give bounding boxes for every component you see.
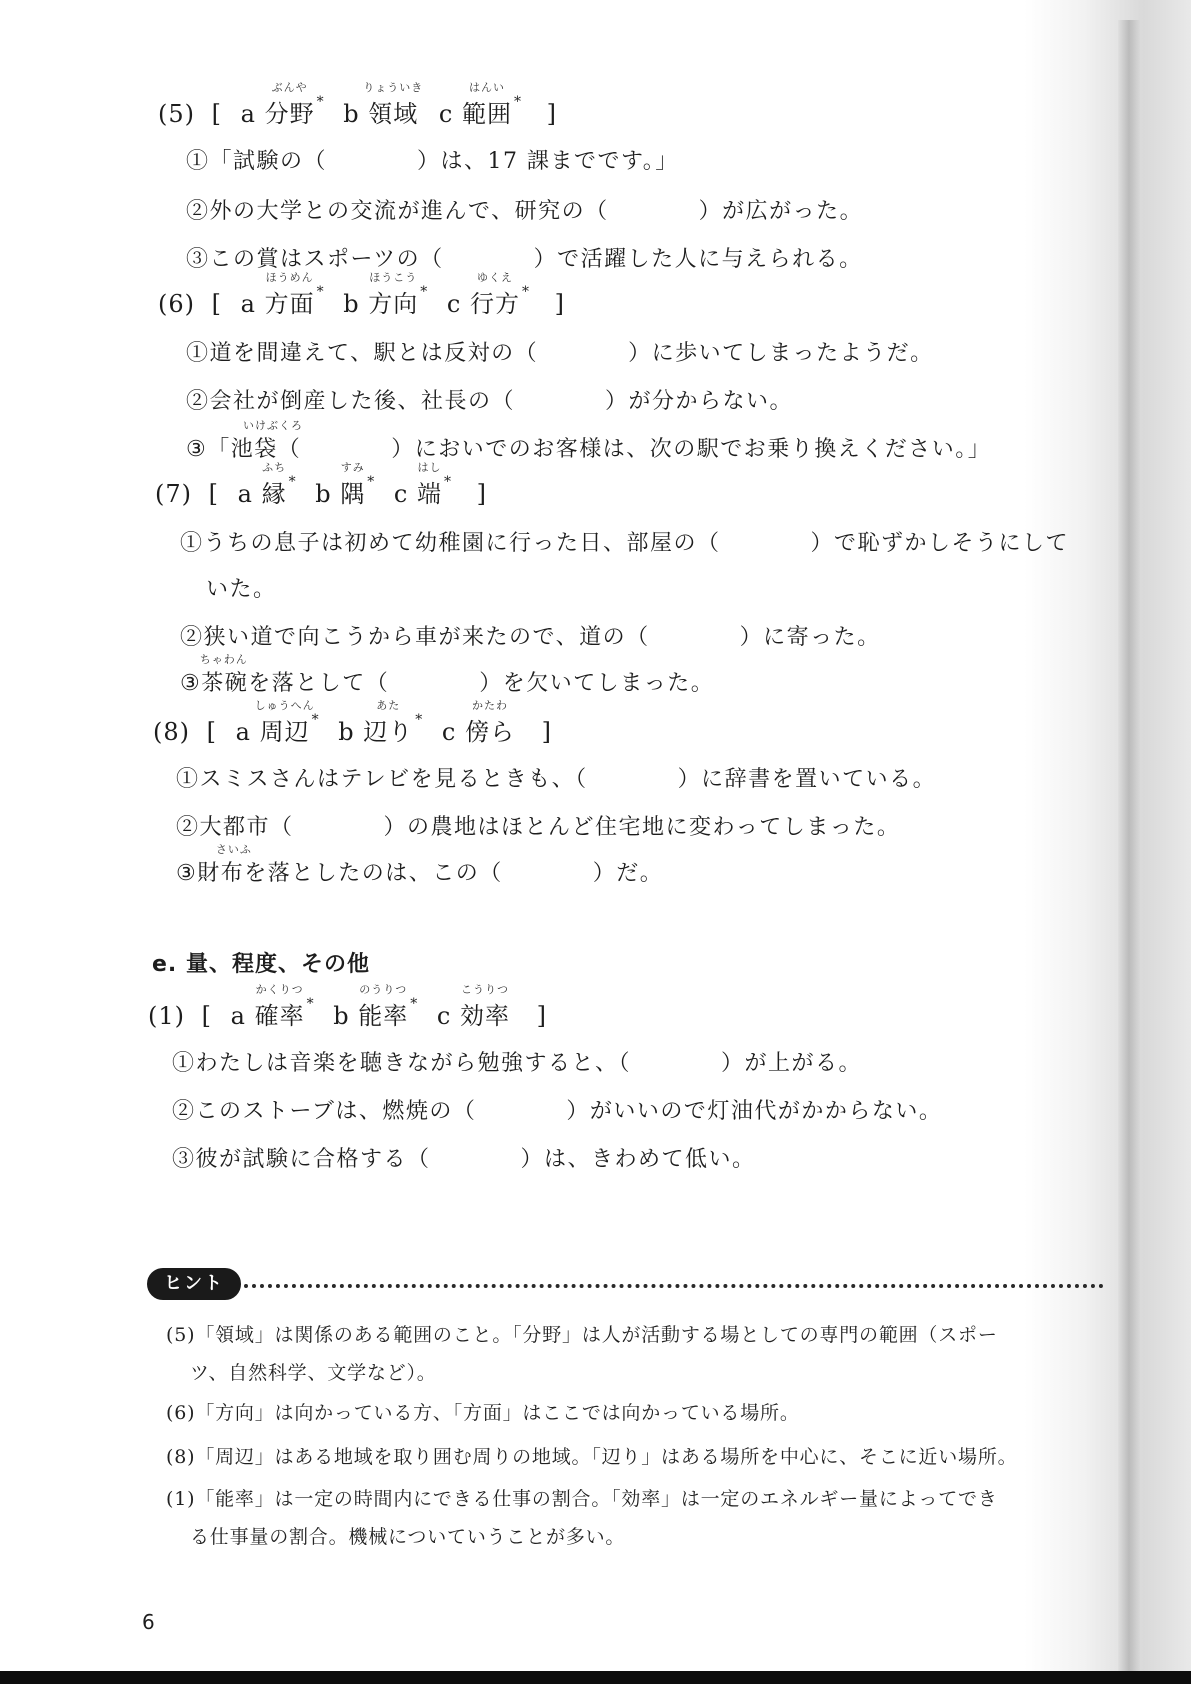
word-option bbox=[230, 983, 315, 1031]
sentence-after: ）が広がった。 bbox=[698, 199, 864, 224]
sentence-after: ）が分からない。 bbox=[605, 389, 794, 414]
word-letter: b bbox=[343, 290, 360, 318]
word-kanji bbox=[264, 271, 315, 319]
group-7-header bbox=[155, 461, 488, 509]
sentence-after: ）は、きわめて低い。 bbox=[520, 1147, 756, 1172]
sentence bbox=[186, 336, 934, 367]
sentence-before: 狭い道で向こうから車が来たので、道の（ bbox=[203, 625, 650, 650]
sentence-num: ③ bbox=[186, 437, 208, 462]
sentence-before: 茶碗を落として（ bbox=[201, 671, 390, 696]
word-letter: a bbox=[240, 290, 256, 318]
word-kanji bbox=[363, 699, 414, 747]
kanji-text: 範囲 bbox=[462, 100, 512, 128]
furigana: ほうめん bbox=[265, 271, 314, 284]
furigana: すみ bbox=[340, 461, 365, 474]
sentence-num: ② bbox=[186, 389, 210, 414]
sentence-after: ）においでのお客様は、次の駅でお乗り換えください。」 bbox=[391, 437, 992, 462]
group-number: (7) bbox=[155, 480, 192, 508]
word-option bbox=[338, 699, 424, 747]
star-mark: * bbox=[514, 94, 522, 110]
sentence bbox=[172, 1094, 942, 1125]
star-mark: * bbox=[522, 284, 530, 300]
furigana: かたわ bbox=[472, 699, 508, 712]
sentence-before: わたしは音楽を聴きながら勉強すると、（ bbox=[195, 1051, 632, 1076]
word-kanji bbox=[465, 699, 515, 747]
sentence bbox=[176, 810, 900, 841]
sentence-after: ）に歩いてしまったようだ。 bbox=[628, 341, 934, 366]
word-letter: c bbox=[446, 290, 462, 318]
group-number: (5) bbox=[158, 100, 195, 128]
sentence-num: ③ bbox=[176, 861, 198, 886]
sentence-before: 会社が倒産した後、社長の（ bbox=[209, 389, 516, 414]
furigana: ゆくえ bbox=[477, 271, 513, 284]
star-mark: * bbox=[420, 284, 429, 300]
word-option bbox=[240, 271, 325, 319]
word-letter: b bbox=[338, 718, 355, 746]
hint-line: (8)「周辺」はある地域を取り囲む周りの地域。「辺り」はある場所を中心に、そこに近い場所。 bbox=[166, 1446, 1018, 1468]
furigana: のうりつ bbox=[359, 983, 408, 996]
furigana: さいふ bbox=[215, 843, 252, 856]
sentence-after: ）が上がる。 bbox=[721, 1051, 863, 1076]
word-kanji bbox=[470, 271, 520, 319]
group-5-header bbox=[158, 81, 558, 129]
sentence-continuation bbox=[206, 572, 277, 603]
bracket-open: [ bbox=[208, 480, 220, 508]
hint-line: ツ、自然科学、文学など）。 bbox=[190, 1362, 437, 1384]
sentence bbox=[180, 620, 881, 651]
sentence-before: 大都市（ bbox=[199, 815, 294, 840]
word-option bbox=[333, 983, 419, 1031]
sentence-after: ）に辞書を置いている。 bbox=[677, 767, 937, 792]
sentence-after: ）がいいので灯油代がかからない。 bbox=[566, 1099, 943, 1124]
group-number: (6) bbox=[158, 290, 195, 318]
sentence-before: 財布を落としたのは、この（ bbox=[197, 861, 503, 886]
group-6-header bbox=[158, 271, 566, 319]
group-8-header bbox=[153, 699, 553, 747]
hint-dotted-rule bbox=[244, 1284, 1104, 1288]
furigana: ふち bbox=[262, 461, 287, 474]
kanji-text: 縁 bbox=[261, 480, 287, 508]
hint-item bbox=[166, 1484, 998, 1511]
word-option bbox=[436, 983, 512, 1031]
kanji-text: 隅 bbox=[340, 480, 366, 508]
furigana: ぶんや bbox=[271, 81, 308, 94]
furigana: こうりつ bbox=[461, 983, 509, 996]
bracket-open: [ bbox=[211, 290, 223, 318]
furigana: かくりつ bbox=[255, 983, 304, 996]
word-option bbox=[343, 81, 424, 129]
kanji-text: 確率 bbox=[254, 1002, 305, 1030]
hint-line: (6)「方向」は向かっている方、「方面」はここでは向かっている場所。 bbox=[166, 1402, 800, 1424]
sentence-before: このストーブは、燃焼の（ bbox=[195, 1099, 477, 1124]
section-heading: e. 量、程度、その他 bbox=[152, 952, 370, 977]
word-kanji bbox=[462, 81, 512, 129]
word-letter: b bbox=[333, 1002, 350, 1030]
word-option bbox=[237, 461, 297, 509]
sentence-num: ① bbox=[176, 767, 200, 792]
bracket-open: [ bbox=[206, 718, 218, 746]
bracket-close: ] bbox=[476, 480, 488, 508]
sentence-num: ③ bbox=[172, 1147, 196, 1172]
kanji-text: 効率 bbox=[460, 1002, 510, 1030]
word-letter: a bbox=[240, 100, 256, 128]
sentence-num: ① bbox=[180, 531, 204, 556]
ruby-block bbox=[197, 843, 503, 887]
furigana: りょういき bbox=[363, 81, 424, 94]
kanji-text: 周辺 bbox=[259, 718, 310, 746]
bracket-open: [ bbox=[201, 1002, 213, 1030]
sentence-before: 道を間違えて、駅とは反対の（ bbox=[209, 341, 539, 366]
word-letter: c bbox=[436, 1002, 452, 1030]
word-kanji bbox=[261, 461, 287, 509]
sentence-after: ）で恥ずかしそうにして bbox=[810, 531, 1070, 556]
star-mark: * bbox=[367, 474, 376, 490]
sentence-after: ）で活躍した人に与えられる。 bbox=[533, 247, 863, 272]
bracket-close: ] bbox=[546, 100, 558, 128]
sentence bbox=[186, 194, 863, 225]
hint-item-cont bbox=[190, 1522, 625, 1549]
sentence bbox=[172, 1142, 756, 1173]
sentence-num: ② bbox=[186, 199, 210, 224]
bottom-scan-edge bbox=[0, 1671, 1191, 1684]
furigana: はし bbox=[417, 461, 442, 474]
star-mark: * bbox=[288, 474, 297, 490]
sentence bbox=[186, 384, 793, 415]
word-letter: c bbox=[441, 718, 457, 746]
word-letter: a bbox=[230, 1002, 246, 1030]
word-option bbox=[315, 461, 376, 509]
sentence bbox=[186, 419, 992, 463]
star-mark: * bbox=[316, 284, 325, 300]
sentence-num: ③ bbox=[186, 247, 210, 272]
bracket-close: ] bbox=[541, 718, 553, 746]
sentence bbox=[176, 843, 664, 887]
furigana: あた bbox=[376, 699, 401, 712]
group-e1-header bbox=[148, 983, 548, 1031]
word-letter: a bbox=[237, 480, 253, 508]
word-letter: c bbox=[438, 100, 454, 128]
word-kanji bbox=[460, 983, 510, 1031]
sentence-before: うちの息子は初めて幼稚園に行った日、部屋の（ bbox=[203, 531, 721, 556]
word-option bbox=[393, 461, 452, 509]
kanji-text: 方向 bbox=[368, 290, 419, 318]
star-mark: * bbox=[444, 474, 452, 490]
furigana: ほうこう bbox=[369, 271, 418, 284]
sentence bbox=[180, 653, 715, 697]
star-mark: * bbox=[415, 712, 424, 728]
sentence-before: スミスさんはテレビを見るときも、（ bbox=[199, 767, 588, 792]
hint-item bbox=[166, 1320, 998, 1347]
word-kanji bbox=[368, 271, 419, 319]
word-kanji bbox=[358, 983, 409, 1031]
group-number: (8) bbox=[153, 718, 190, 746]
word-kanji bbox=[363, 81, 424, 129]
sentence-num: ② bbox=[172, 1099, 196, 1124]
kanji-text: 方面 bbox=[264, 290, 315, 318]
hint-line: (1)「能率」は一定の時間内にできる仕事の割合。「効率」は一定のエネルギー量によってでき bbox=[166, 1488, 998, 1510]
word-option bbox=[446, 271, 530, 319]
sentence-before: 「試験の（ bbox=[209, 149, 328, 174]
sentence bbox=[186, 144, 679, 175]
kanji-text: 能率 bbox=[358, 1002, 409, 1030]
kanji-text: 辺り bbox=[363, 718, 414, 746]
furigana: ちゃわん bbox=[199, 653, 248, 666]
ruby-block bbox=[207, 419, 304, 463]
kanji-text: 傍ら bbox=[465, 718, 515, 746]
hint-item bbox=[166, 1442, 1017, 1469]
sentence bbox=[180, 526, 1069, 557]
sentence-num: ② bbox=[176, 815, 200, 840]
sentence-cont: いた。 bbox=[206, 577, 277, 602]
sentence-num: ③ bbox=[180, 671, 202, 696]
hint-line: る仕事量の割合。機械についていうことが多い。 bbox=[190, 1526, 626, 1548]
sentence-after: ）だ。 bbox=[592, 861, 664, 886]
sentence-after: ）に寄った。 bbox=[739, 625, 881, 650]
kanji-text: 領域 bbox=[368, 100, 419, 128]
sentence bbox=[176, 762, 936, 793]
bracket-open: [ bbox=[211, 100, 223, 128]
sentence-before: 「池袋（ bbox=[207, 437, 302, 462]
sentence-num: ② bbox=[180, 625, 204, 650]
star-mark: * bbox=[306, 996, 315, 1012]
hint-item bbox=[166, 1398, 800, 1425]
kanji-text: 端 bbox=[417, 480, 442, 508]
star-mark: * bbox=[311, 712, 320, 728]
word-kanji bbox=[340, 461, 366, 509]
sentence-before: 彼が試験に合格する（ bbox=[195, 1147, 431, 1172]
word-letter: c bbox=[393, 480, 409, 508]
word-kanji bbox=[417, 461, 442, 509]
word-letter: b bbox=[343, 100, 360, 128]
star-mark: * bbox=[316, 94, 325, 110]
word-option bbox=[441, 699, 517, 747]
hint-line: (5)「領域」は関係のある範囲のこと。「分野」は人が活動する場としての専門の範囲（スポー bbox=[166, 1324, 998, 1346]
sentence-num: ① bbox=[172, 1051, 196, 1076]
word-kanji bbox=[264, 81, 315, 129]
furigana: いけぶくろ bbox=[243, 419, 304, 432]
kanji-text: 行方 bbox=[470, 290, 520, 318]
word-kanji bbox=[254, 983, 305, 1031]
word-letter: b bbox=[315, 480, 332, 508]
hint-badge: ヒント bbox=[147, 1268, 241, 1300]
sentence-num: ① bbox=[186, 149, 210, 174]
sentence bbox=[172, 1046, 862, 1077]
word-option bbox=[235, 699, 320, 747]
book-spine-shadow bbox=[1118, 20, 1140, 1684]
bracket-close: ] bbox=[536, 1002, 548, 1030]
ruby-block bbox=[199, 653, 390, 697]
furigana: はんい bbox=[469, 81, 505, 94]
sentence-num: ① bbox=[186, 341, 210, 366]
word-option bbox=[240, 81, 325, 129]
sentence-before: 外の大学との交流が進んで、研究の（ bbox=[209, 199, 609, 224]
word-option bbox=[343, 271, 429, 319]
word-kanji bbox=[254, 699, 315, 747]
star-mark: * bbox=[410, 996, 419, 1012]
bracket-close: ] bbox=[554, 290, 566, 318]
sentence-after: ）の農地はほとんど住宅地に変わってしまった。 bbox=[383, 815, 901, 840]
page-number: 6 bbox=[142, 1610, 155, 1634]
group-number: (1) bbox=[148, 1002, 185, 1030]
word-option bbox=[438, 81, 522, 129]
hint-item-cont bbox=[190, 1358, 437, 1385]
word-letter: a bbox=[235, 718, 251, 746]
sentence-after: ）は、17 課までです。」 bbox=[417, 149, 679, 174]
sentence-before: この賞はスポーツの（ bbox=[209, 247, 444, 272]
furigana: しゅうへん bbox=[254, 699, 315, 712]
sentence-after: ）を欠いてしまった。 bbox=[479, 671, 715, 696]
kanji-text: 分野 bbox=[264, 100, 315, 128]
